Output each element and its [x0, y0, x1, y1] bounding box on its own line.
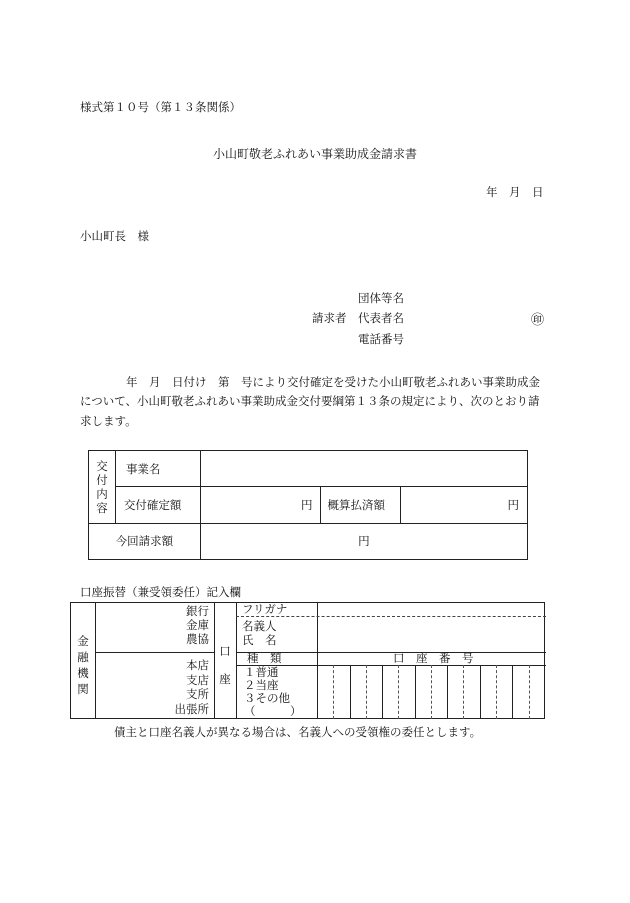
org-name-label: 団体等名: [358, 291, 404, 305]
confirmed-amount-label: 交付確定額: [115, 487, 200, 523]
kind-option-ordinary[interactable]: １普通: [244, 665, 279, 679]
estimated-paid-field[interactable]: [401, 487, 528, 523]
account-kind-label: 種 類: [247, 651, 282, 665]
request-amount-label: 今回請求額: [89, 523, 201, 559]
account-kind-options[interactable]: [244, 666, 302, 718]
footer-note: 債主と口座名義人が異なる場合は、名義人への受領権の委任とします。: [114, 725, 482, 739]
addressee: 小山町長 様: [80, 229, 149, 243]
body-line-2: について、小山町敬老ふれあい事業助成金交付要綱第１３条の規定により、次のとおり請: [80, 394, 540, 408]
account-number-label: 口 座 番 号: [393, 651, 474, 665]
project-name-label: 事業名: [115, 451, 200, 487]
yen-unit: 円: [507, 497, 519, 512]
phone-label: 電話番号: [358, 332, 404, 346]
estimated-paid-label: 概算払済額: [321, 487, 401, 523]
branch-type-list: 本店 支店 支所 出張所: [174, 658, 209, 716]
holder-name-label: 名義人 氏 名: [242, 619, 277, 647]
confirmed-amount-field[interactable]: [200, 487, 321, 523]
yen-unit: 円: [300, 497, 313, 512]
kind-option-other-blank[interactable]: （ ）: [244, 704, 302, 718]
kind-option-other[interactable]: ３その他: [244, 691, 290, 705]
account-label: 口 座: [219, 644, 231, 686]
project-name-field[interactable]: [200, 451, 527, 487]
body-line-1: 年 月 日付け 第 号により交付確定を受けた小山町敬老ふれあい事業助成金: [126, 375, 540, 389]
requester-label: 請求者: [312, 311, 347, 325]
bank-section-heading: 口座振替（兼受領委任）記入欄: [80, 585, 241, 599]
furigana-field[interactable]: [320, 604, 545, 615]
document-title: 小山町敬老ふれあい事業助成金請求書: [213, 147, 418, 161]
financial-institution-label: 金 融 機 関: [77, 634, 89, 696]
body-line-3: 求します。: [80, 414, 137, 428]
request-amount-field[interactable]: [200, 523, 527, 559]
bank-table: [70, 602, 545, 719]
furigana-label: フリガナ: [242, 602, 288, 616]
bank-type-list: 銀行 金庫 農協: [186, 604, 209, 646]
kind-option-current[interactable]: ２当座: [244, 678, 279, 692]
date-line: 年 月 日: [486, 185, 544, 199]
holder-name-field[interactable]: [320, 618, 545, 651]
grant-table: [88, 450, 528, 560]
seal-mark: ㊞: [531, 313, 545, 328]
grant-content-label: 交 付 内 容: [89, 451, 116, 524]
representative-label: 代表者名: [358, 311, 404, 325]
form-number: 様式第１０号（第１３条関係）: [80, 100, 241, 114]
yen-unit: 円: [358, 534, 370, 549]
